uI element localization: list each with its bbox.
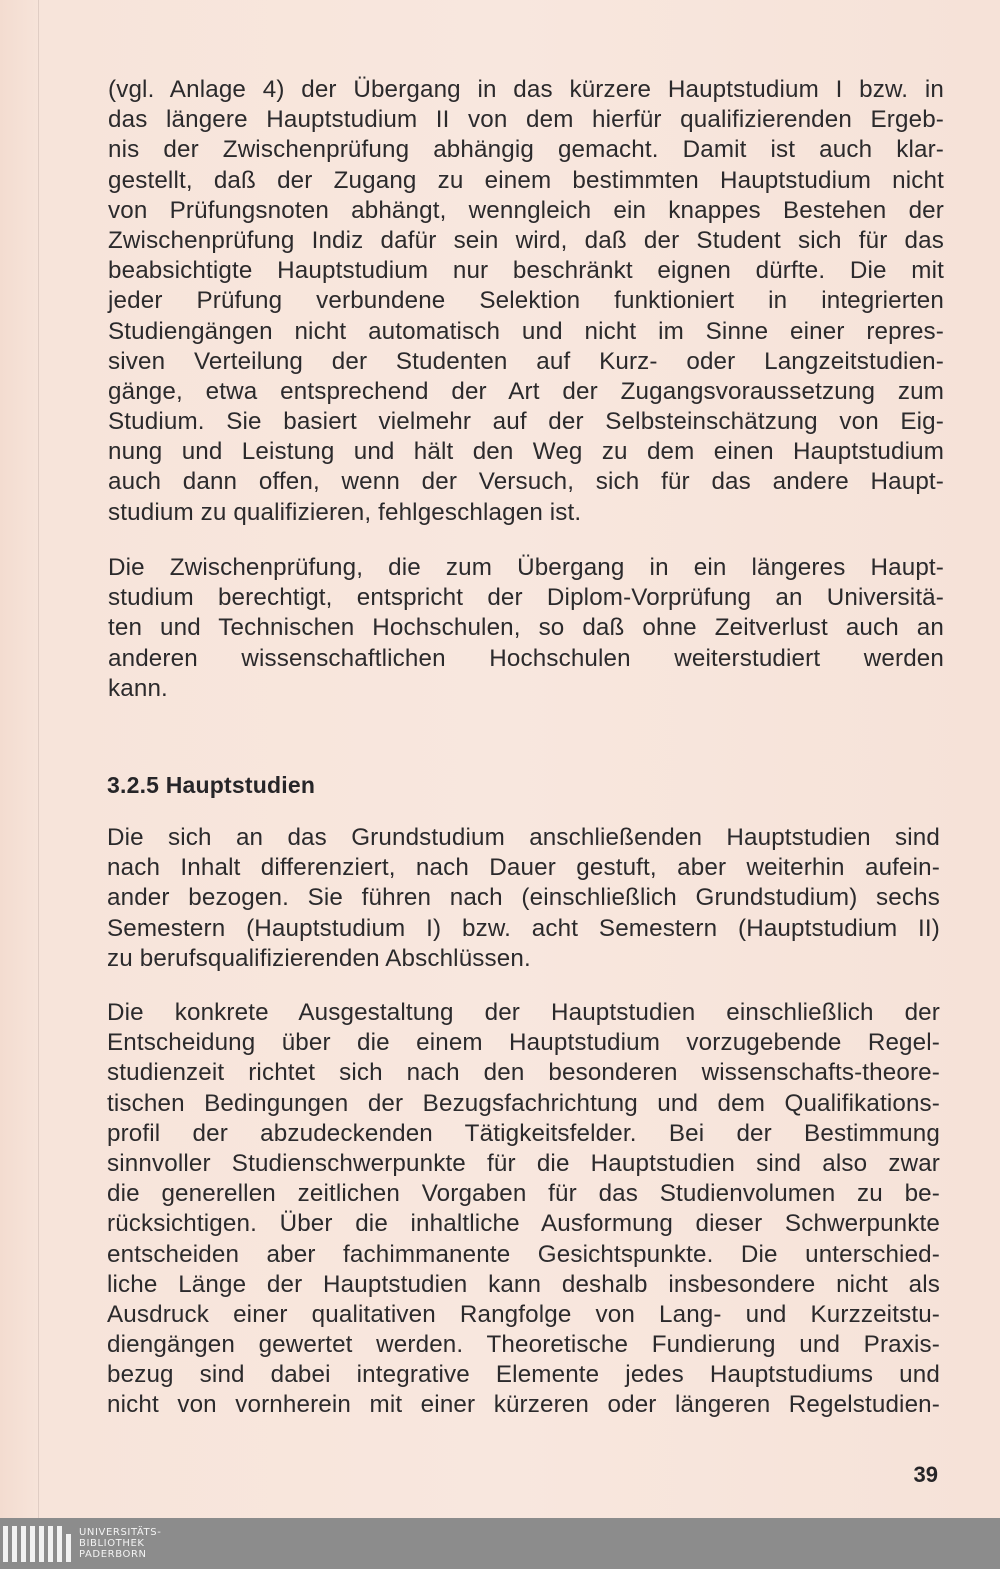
logo-text-line: UNIVERSITÄTS- [79, 1527, 162, 1538]
text-line: Semestern (Hauptstudium I) bzw. acht Semestern (Hauptstudium II) [107, 914, 940, 942]
text-line: anderen wissenschaftlichen Hochschulen weiterstudiert werden [108, 644, 944, 672]
text-line: entscheiden aber fachimmanente Gesichtspunkte. Die unterschied- [107, 1240, 940, 1268]
text-line: bezug sind dabei integrative Elemente jedes Hauptstudiums und [107, 1361, 940, 1389]
text-line: studium berechtigt, entspricht der Diplom-Vorprüfung an Universitä- [108, 584, 944, 612]
paragraph-2 [108, 553, 944, 704]
text-line: nicht von vornherein mit einer kürzeren oder längeren Regelstudien- [107, 1391, 940, 1419]
text-line: nach Inhalt differenziert, nach Dauer gestuft, aber weiterhin aufein- [107, 854, 940, 882]
text-line: sinnvoller Studienschwerpunkte für die Hauptstudien sind also zwar [107, 1149, 940, 1177]
text-line: das längere Hauptstudium II von dem hierfür qualifizierenden Ergeb- [108, 106, 944, 134]
text-line: ander bezogen. Sie führen nach (einschließlich Grundstudium) sechs [107, 884, 940, 912]
text-line: zu berufsqualifizierenden Abschlüssen. [107, 944, 531, 972]
text-line: Ausdruck einer qualitativen Rangfolge von Lang- und Kurzzeitstu- [107, 1300, 940, 1328]
text-line: studium zu qualifizieren, fehlgeschlagen ist. [108, 498, 582, 526]
text-line: Studium. Sie basiert vielmehr auf der Selbsteinschätzung von Eig- [108, 408, 944, 436]
text-line: gestellt, daß der Zugang zu einem bestimmten Hauptstudium nicht [108, 166, 944, 194]
text-line: nung und Leistung und hält den Weg zu dem einen Hauptstudium [108, 438, 944, 466]
text-line: kann. [108, 674, 168, 702]
text-line: jeder Prüfung verbundene Selektion funktioniert in integrierten [108, 287, 944, 315]
library-footer-bar [0, 1518, 1000, 1569]
text-line: (vgl. Anlage 4) der Übergang in das kürzere Hauptstudium I bzw. in [108, 76, 944, 103]
text-line: Entscheidung über die einem Hauptstudium vorzugebende Regel- [107, 1029, 940, 1057]
text-line: siven Verteilung der Studenten auf Kurz- oder Langzeitstudien- [108, 347, 944, 375]
library-logo-text [79, 1527, 161, 1560]
text-line: studienzeit richtet sich nach den besonderen wissenschafts-theore- [107, 1059, 940, 1087]
text-line: ten und Technischen Hochschulen, so daß ohne Zeitverlust auch an [108, 614, 944, 642]
logo-text-line: BIBLIOTHEK [79, 1538, 145, 1549]
section-heading: 3.2.5 Hauptstudien [107, 772, 316, 798]
text-line: Die konkrete Ausgestaltung der Hauptstudien einschließlich der [107, 999, 940, 1026]
library-logo [0, 1518, 161, 1569]
text-line: auch dann offen, wenn der Versuch, sich für das andere Haupt- [108, 468, 944, 496]
text-line: von Prüfungsnoten abhängt, wenngleich ein knappes Bestehen der [108, 196, 944, 224]
paragraph-4 [107, 998, 940, 1421]
text-line: Die Zwischenprüfung, die zum Übergang in ein längeres Haupt- [108, 554, 944, 581]
text-line: diengängen gewertet werden. Theoretische Fundierung und Praxis- [107, 1331, 940, 1359]
text-line: beabsichtigte Hauptstudium nur beschränkt eignen dürfte. Die mit [108, 257, 944, 285]
logo-text-line: PADERBORN [79, 1549, 147, 1560]
text-line: liche Länge der Hauptstudien kann deshalb insbesondere nicht als [107, 1270, 940, 1298]
text-line: gänge, etwa entsprechend der Art der Zugangsvoraussetzung zum [108, 377, 944, 405]
text-line: rücksichtigen. Über die inhaltliche Ausformung dieser Schwerpunkte [107, 1210, 940, 1238]
text-line: Die sich an das Grundstudium anschließenden Hauptstudien sind [107, 824, 940, 851]
page-number: 39 [913, 1462, 938, 1487]
text-line: tischen Bedingungen der Bezugsfachrichtung und dem Qualifikations- [107, 1089, 940, 1117]
paragraph-1 [108, 75, 944, 528]
text-line: Studiengängen nicht automatisch und nicht im Sinne einer repres- [108, 317, 944, 345]
text-line: profil der abzudeckenden Tätigkeitsfelder. Bei der Bestimmung [107, 1119, 940, 1147]
paragraph-3 [107, 823, 940, 974]
library-logo-icon [3, 1526, 71, 1562]
text-line: nis der Zwischenprüfung abhängig gemacht. Damit ist auch klar- [108, 136, 944, 164]
binding-gutter-line [38, 0, 39, 1518]
text-line: die generellen zeitlichen Vorgaben für das Studienvolumen zu be- [107, 1180, 940, 1208]
text-line: Zwischenprüfung Indiz dafür sein wird, daß der Student sich für das [108, 226, 944, 254]
